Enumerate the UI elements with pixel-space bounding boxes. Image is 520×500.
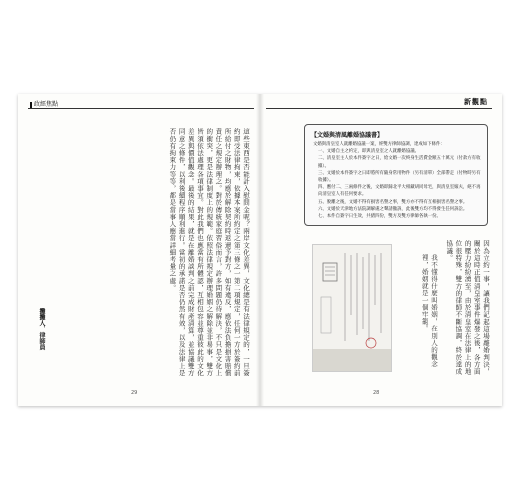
pull-quote: 我不懂得什麼叫婚姻，在別人的觀念裡，婚姻就是一個牢籠。 (420, 254, 438, 368)
side-tag: 攤攤人．律師員 (38, 308, 45, 350)
page-number: 28 (373, 390, 380, 396)
agreement-intro: 文婚與清皇室人就離婚協議一案，經雙方律師協調，達成如下條件： (313, 142, 445, 147)
right-page (260, 94, 502, 406)
page-header-title: 新觀點 (464, 97, 488, 106)
header-rule (266, 108, 492, 109)
agreement-body (313, 141, 481, 220)
left-page (18, 94, 260, 406)
agreement-title: 【文婚與清風離婚協議書】 (311, 132, 384, 139)
book-spread (18, 94, 502, 406)
document-photo (312, 244, 392, 372)
agreement-item: 三、文婚於本件簽字之日即將所有隨身常用物件（另有清單）全部帶走（付物時另有收據）。 (318, 170, 481, 184)
agreement-item: 二、清皇室主人於本件簽字之日，給文婚一次終身生活費金額五十萬元（付款方有收據）。 (318, 156, 481, 169)
gutter-shadow (256, 94, 264, 406)
agreement-item: 四、應付二、三兩條件之後，文婚即歸北平大相藏胡同母宅，與清皇室嫁夫，絕不再向清皇室人有任何要求。 (318, 185, 481, 198)
page-number: 29 (131, 390, 138, 396)
agreement-item: 七、本件自簽字日生效，共繕四份，雙方及雙方律師各執一份。 (318, 214, 441, 220)
body-text: 這些東西是否能計入慰問金呢？兩岸文化差異，文化總是有法律規定的，一旦簽約即受法律拘束，依據本案所約定之第三條之一第二項規定，任何一方於簽約前所給付之財物，均應於解除契約時返還予對方，如有違反，應依法負擔損害賠償責任之規定辦理之。對於傳統家庭習俗而言，許多問題仍待解決，不只是文化上的衝突，更是法律制度上的規範。依照法律規定辦理婚姻之解除並非易事，雙方皆須依法處理各項事宜。對此我們也應當有所體認，互相包容並尊重彼此的文化差異與價值觀念。最後的結果，就是在離婚談判之前完成財產清算，並協議雙方同意之條件，以利後續程序順利進行。當初的承諾是否仍然有效，以及法律上是否仍有拘束力等等，都是當事人應當詳細考量之處。 (168, 128, 250, 377)
agreement-item: 六、文婚於天津地方法院調解處之聲請撤訴，此後雙方均不得發生任何訴訟。 (318, 206, 468, 212)
header-bar-icon (30, 102, 32, 108)
agreement-item: 一、文婚自主之約定，即與清皇室之人就離婚協議。 (318, 149, 419, 155)
document-photo-drawing (313, 245, 391, 371)
section-header-label: 政經焦點 (34, 101, 59, 108)
header-rule (28, 108, 254, 109)
agreement-box (304, 124, 488, 226)
agreement-item: 五、脫離之後，文婚不得有損害名譽之事，雙方亦不得有互相損害名譽之事。 (318, 199, 468, 205)
body-text: 因為立約一事，讓我們記起這場離婚判決，關於這時正值清皇室事件爆發之後，各方面的壓力紛紛湧至，由於清皇室在法律上的地位很特殊，雙方的律師不斷協調，終於達成協議。 (445, 240, 490, 375)
section-header (28, 99, 60, 108)
